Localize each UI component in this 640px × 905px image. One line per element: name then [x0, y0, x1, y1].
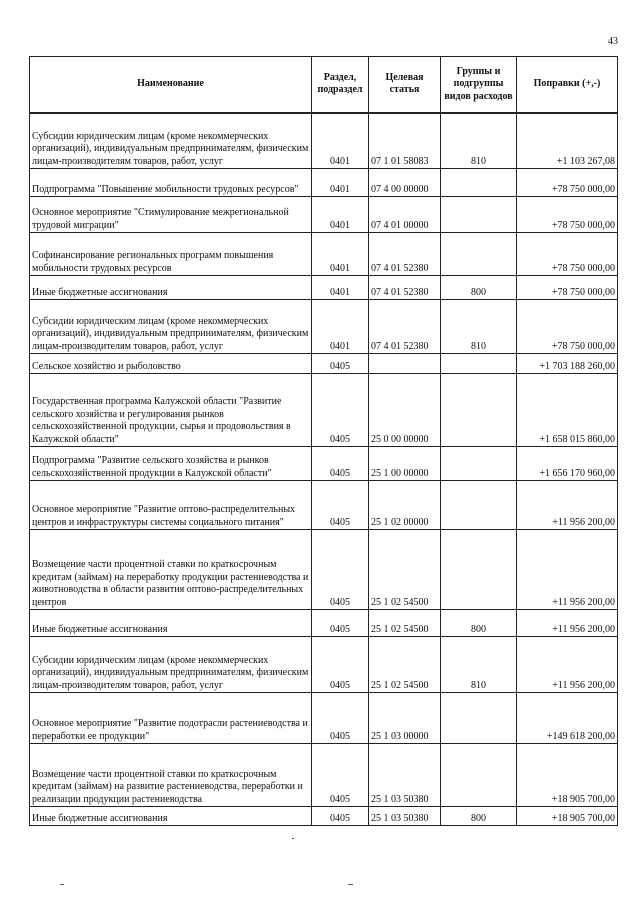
row-name: Возмещение части процентной ставки по краткосрочным кредитам (займам) на переработку продукции растениеводства и животноводства в области развития оптово-распределительных центров	[30, 530, 312, 610]
scan-speck	[60, 884, 64, 885]
row-section: 0405	[312, 807, 369, 826]
table-row	[30, 300, 618, 354]
row-amount: +18 905 700,00	[517, 807, 618, 826]
row-name: Субсидии юридическим лицам (кроме некоммерческих организаций), индивидуальным предпринимателям, физическим лицам-производителям товаров, работ, услуг	[30, 300, 312, 354]
scan-speck	[292, 838, 294, 839]
row-article: 07 4 01 52380	[369, 233, 441, 276]
table-row	[30, 807, 618, 826]
table-row	[30, 197, 618, 233]
table-row	[30, 169, 618, 197]
row-article: 07 1 01 58083	[369, 113, 441, 169]
row-section: 0405	[312, 354, 369, 374]
row-section: 0405	[312, 744, 369, 807]
row-article: 07 4 01 52380	[369, 300, 441, 354]
row-name: Сельское хозяйство и рыболовство	[30, 354, 312, 374]
table-row	[30, 374, 618, 447]
scan-speck	[348, 884, 353, 885]
row-amount: +1 656 170 960,00	[517, 447, 618, 481]
row-section: 0405	[312, 610, 369, 637]
table-row	[30, 693, 618, 744]
table-row	[30, 481, 618, 530]
page-number: 43	[608, 36, 618, 47]
row-group: 800	[441, 276, 517, 300]
row-group: 800	[441, 807, 517, 826]
row-name: Иные бюджетные ассигнования	[30, 610, 312, 637]
row-amount: +11 956 200,00	[517, 637, 618, 693]
row-section: 0405	[312, 374, 369, 447]
column-header-name: Наименование	[30, 57, 312, 113]
row-group	[441, 481, 517, 530]
row-section: 0401	[312, 276, 369, 300]
column-header-article: Целевая статья	[369, 57, 441, 113]
row-article: 25 1 02 54500	[369, 637, 441, 693]
row-section: 0401	[312, 233, 369, 276]
row-article: 07 4 00 00000	[369, 169, 441, 197]
row-amount: +1 658 015 860,00	[517, 374, 618, 447]
row-article: 25 1 02 00000	[369, 481, 441, 530]
column-header-amount: Поправки (+,-)	[517, 57, 618, 113]
row-amount: +78 750 000,00	[517, 197, 618, 233]
row-name: Подпрограмма "Повышение мобильности трудовых ресурсов"	[30, 169, 312, 197]
row-amount: +78 750 000,00	[517, 276, 618, 300]
row-group	[441, 197, 517, 233]
row-group: 810	[441, 637, 517, 693]
table-row	[30, 530, 618, 610]
row-group	[441, 233, 517, 276]
table-row	[30, 744, 618, 807]
row-name: Основное мероприятие "Развитие оптово-распределительных центров и инфраструктуры системы социального питания"	[30, 481, 312, 530]
budget-table	[29, 56, 618, 826]
row-name: Подпрограмма "Развитие сельского хозяйства и рынков сельскохозяйственной продукции в Калужской области"	[30, 447, 312, 481]
row-name: Основное мероприятие "Стимулирование межрегиональной трудовой миграции"	[30, 197, 312, 233]
row-amount: +78 750 000,00	[517, 169, 618, 197]
row-section: 0401	[312, 197, 369, 233]
row-article: 25 1 03 50380	[369, 807, 441, 826]
row-group	[441, 744, 517, 807]
row-amount: +11 956 200,00	[517, 530, 618, 610]
row-amount: +11 956 200,00	[517, 481, 618, 530]
row-amount: +11 956 200,00	[517, 610, 618, 637]
column-header-group: Группы и подгруппы видов расходов	[441, 57, 517, 113]
table-row	[30, 447, 618, 481]
row-section: 0405	[312, 637, 369, 693]
row-group	[441, 374, 517, 447]
row-amount: +149 618 200,00	[517, 693, 618, 744]
row-section: 0405	[312, 693, 369, 744]
row-article: 25 1 00 00000	[369, 447, 441, 481]
table-header-row	[30, 57, 618, 113]
row-name: Иные бюджетные ассигнования	[30, 276, 312, 300]
row-amount: +18 905 700,00	[517, 744, 618, 807]
row-section: 0405	[312, 481, 369, 530]
row-name: Иные бюджетные ассигнования	[30, 807, 312, 826]
row-name: Возмещение части процентной ставки по краткосрочным кредитам (займам) на развитие растениеводства, переработки и реализации продукции растениеводства	[30, 744, 312, 807]
table-row	[30, 233, 618, 276]
table-row	[30, 113, 618, 169]
row-group: 810	[441, 113, 517, 169]
row-article	[369, 354, 441, 374]
table-row	[30, 276, 618, 300]
row-article: 25 1 02 54500	[369, 530, 441, 610]
row-article: 25 0 00 00000	[369, 374, 441, 447]
row-section: 0405	[312, 447, 369, 481]
row-article: 07 4 01 52380	[369, 276, 441, 300]
row-article: 25 1 03 50380	[369, 744, 441, 807]
row-article: 07 4 01 00000	[369, 197, 441, 233]
table-row	[30, 610, 618, 637]
row-amount: +78 750 000,00	[517, 233, 618, 276]
row-name: Основное мероприятие "Развитие подотрасли растениеводства и переработки ее продукции"	[30, 693, 312, 744]
row-name: Государственная программа Калужской области "Развитие сельского хозяйства и регулирования рынков сельскохозяйственной продукции, сырья и продовольствия в Калужской области"	[30, 374, 312, 447]
row-section: 0401	[312, 169, 369, 197]
column-header-section: Раздел, подраздел	[312, 57, 369, 113]
row-article: 25 1 02 54500	[369, 610, 441, 637]
table-row	[30, 637, 618, 693]
row-name: Субсидии юридическим лицам (кроме некоммерческих организаций), индивидуальным предпринимателям, физическим лицам-производителям товаров, работ, услуг	[30, 113, 312, 169]
row-amount: +78 750 000,00	[517, 300, 618, 354]
row-group	[441, 447, 517, 481]
row-group	[441, 530, 517, 610]
row-article: 25 1 03 00000	[369, 693, 441, 744]
row-group	[441, 693, 517, 744]
row-name: Субсидии юридическим лицам (кроме некоммерческих организаций), индивидуальным предпринимателям, физическим лицам-производителям товаров, работ, услуг	[30, 637, 312, 693]
row-group	[441, 169, 517, 197]
row-group: 810	[441, 300, 517, 354]
row-section: 0405	[312, 530, 369, 610]
row-group	[441, 354, 517, 374]
table-row	[30, 354, 618, 374]
row-name: Софинансирование региональных программ повышения мобильности трудовых ресурсов	[30, 233, 312, 276]
row-section: 0401	[312, 113, 369, 169]
row-amount: +1 703 188 260,00	[517, 354, 618, 374]
row-section: 0401	[312, 300, 369, 354]
row-group: 800	[441, 610, 517, 637]
row-amount: +1 103 267,08	[517, 113, 618, 169]
